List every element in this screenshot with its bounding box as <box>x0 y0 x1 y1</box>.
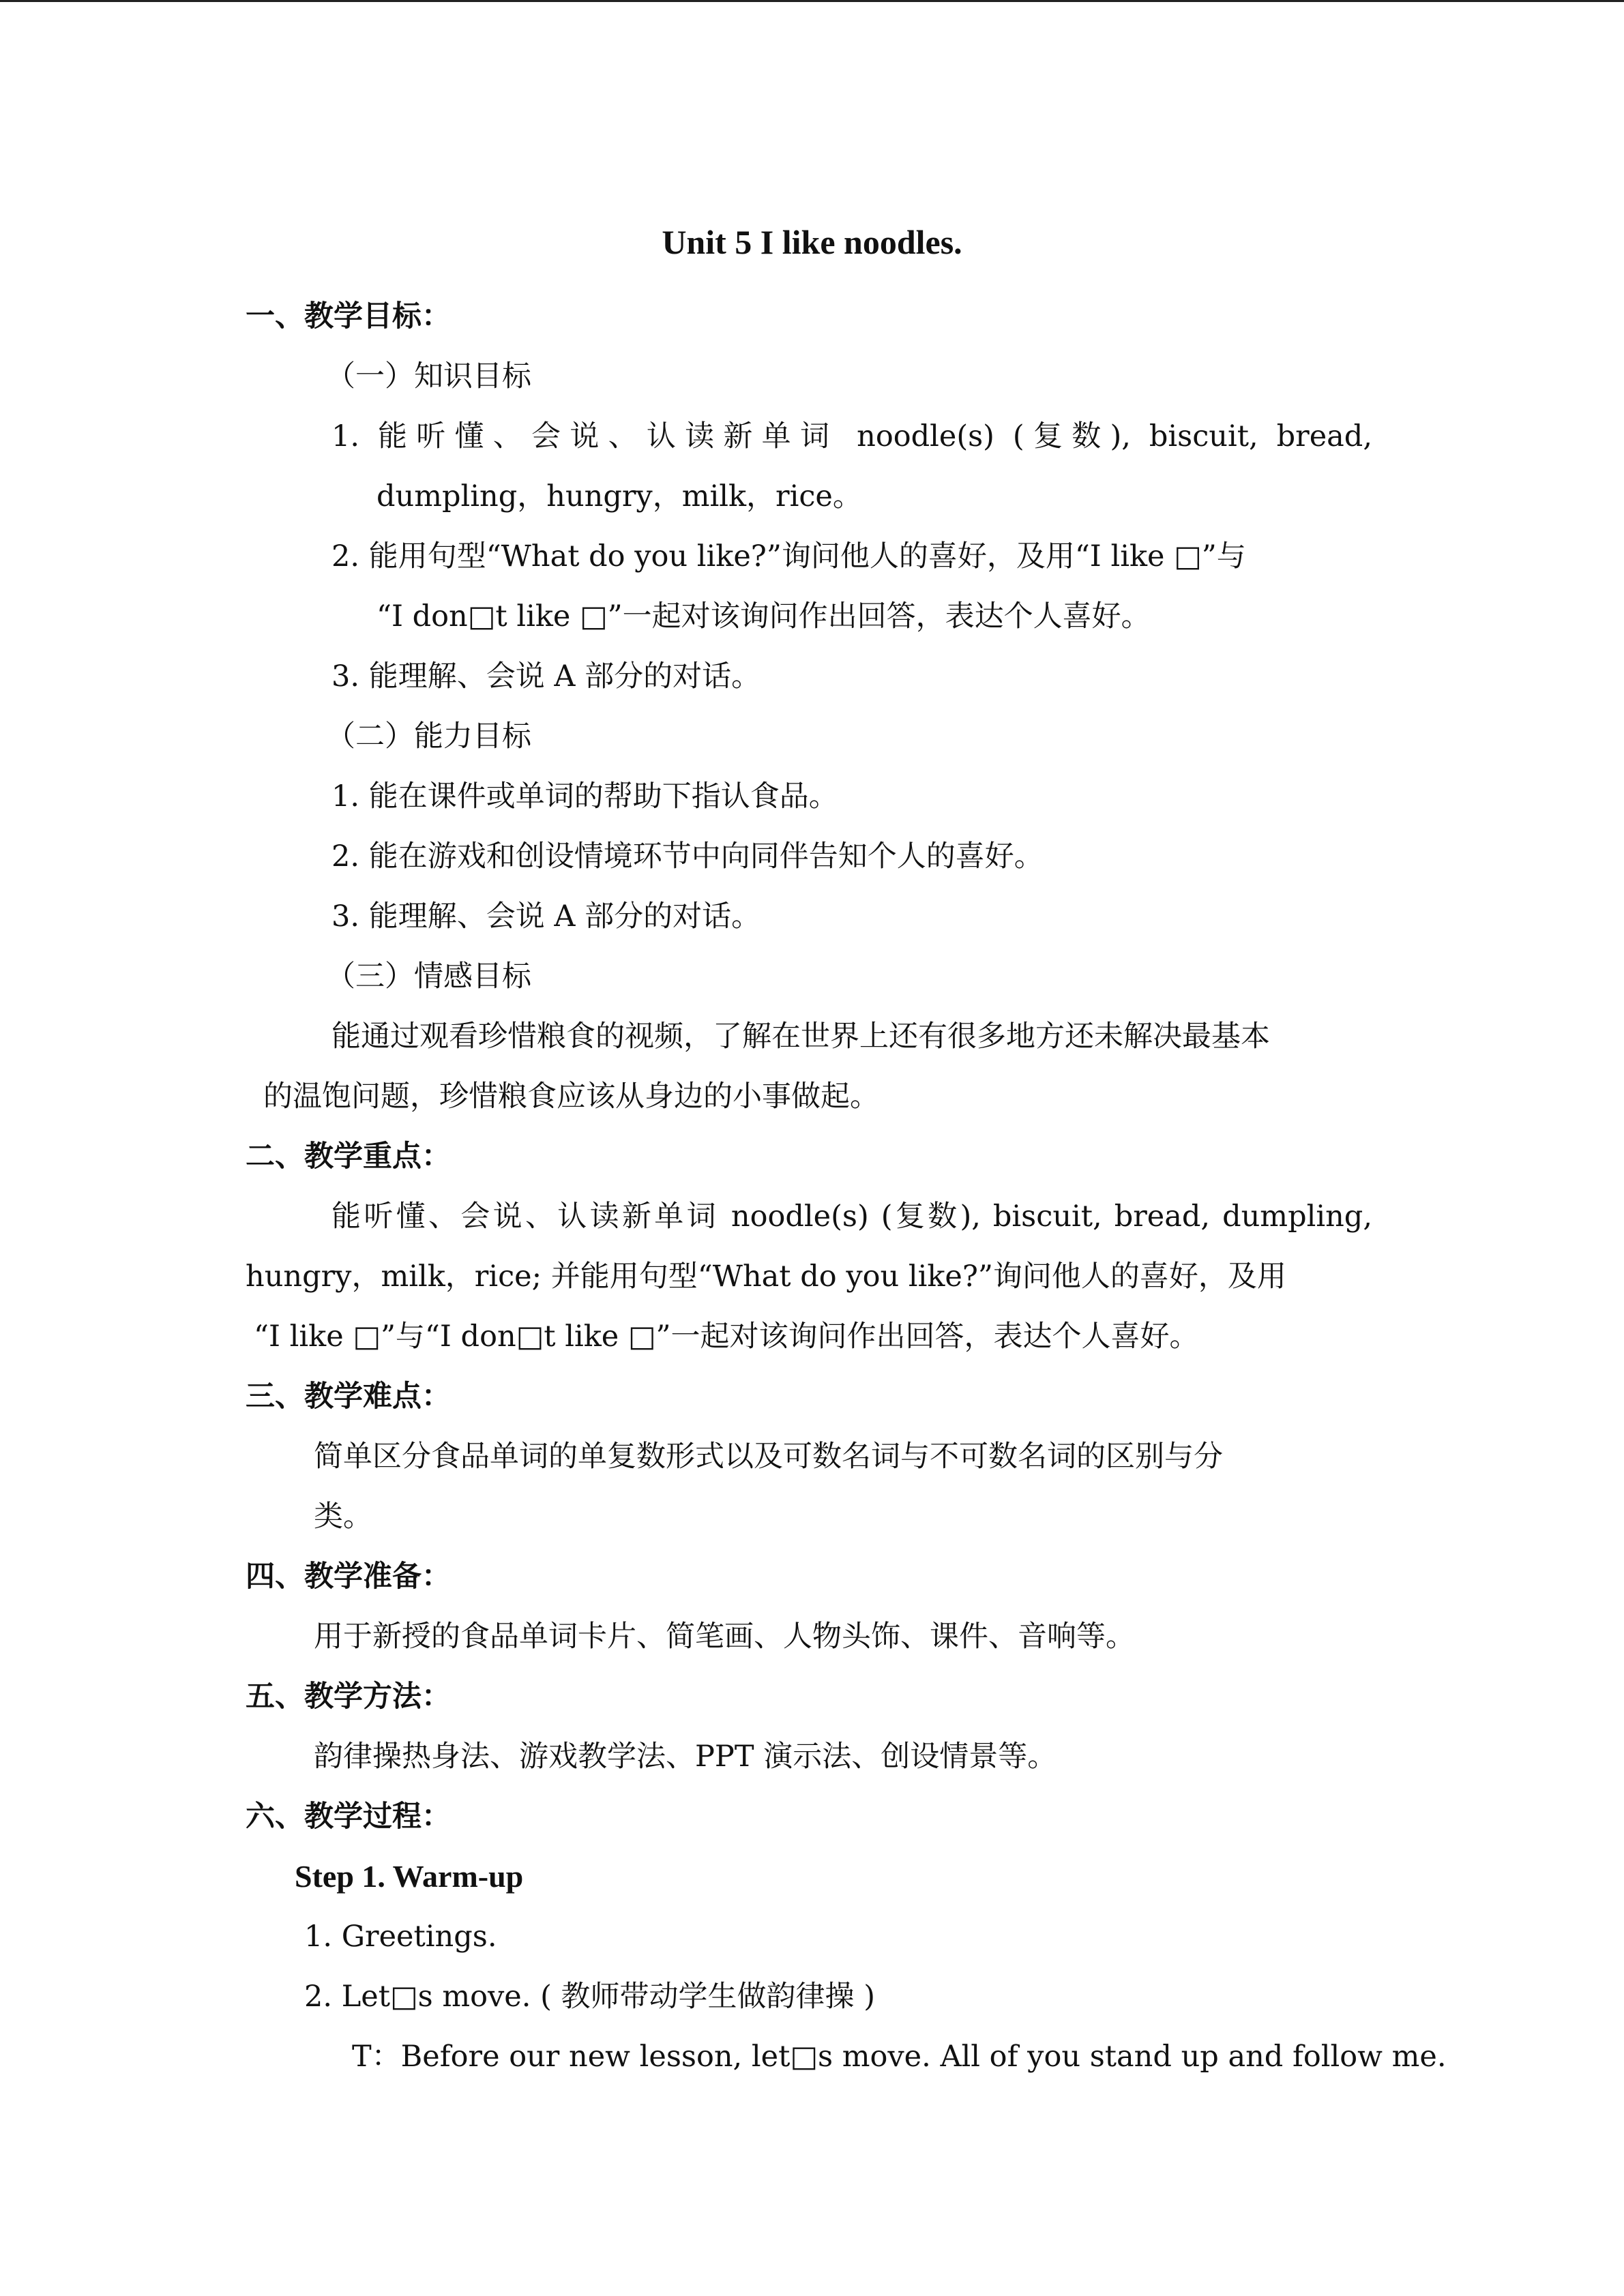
top-border <box>0 0 1624 2</box>
step-1-heading: Step 1. Warm-up <box>295 1859 524 1894</box>
section-heading-preparation: 四、教学准备： <box>246 1560 451 1594</box>
key-points-line-2: hungry，milk，rice; 并能用句型“What do you like?”询问他人的喜好，及用 <box>246 1259 1286 1294</box>
step-1-item-1: 1. Greetings. <box>304 1920 497 1954</box>
step-1-item-2: 2. Let□s move. ( 教师带动学生做韵律操 ) <box>304 1980 875 2014</box>
emotion-text-line-2: 的温饱问题，珍惜粮食应该从身边的小事做起。 <box>263 1079 879 1114</box>
ability-item-1: 1. 能在课件或单词的帮助下指认食品。 <box>331 779 838 814</box>
difficulties-line-1: 简单区分食品单词的单复数形式以及可数名词与不可数名词的区别与分 <box>314 1440 1223 1474</box>
emotion-text-line-1: 能通过观看珍惜粮食的视频，了解在世界上还有很多地方还未解决最基本 <box>331 1019 1270 1054</box>
step-1-teacher-line: T：Before our new lesson, let□s move. All of you stand up and follow me. <box>352 2040 1447 2074</box>
subheading-emotion: （三）情感目标 <box>326 959 531 994</box>
difficulties-line-2: 类。 <box>314 1500 372 1534</box>
knowledge-item-3: 3. 能理解、会说 A 部分的对话。 <box>331 659 761 694</box>
knowledge-item-1: 1. 能听懂、会说、认读新单词 noodle(s) (复数), biscuit, bread, <box>331 419 1372 453</box>
preparation-text: 用于新授的食品单词卡片、简笔画、人物头饰、课件、音响等。 <box>314 1620 1135 1654</box>
document-title: Unit 5 I like noodles. <box>662 223 962 261</box>
knowledge-item-2-cont: “I don□t like □”一起对该询问作出回答，表达个人喜好。 <box>377 599 1151 633</box>
key-points-line-3: “I like □”与“I don□t like □”一起对该询问作出回答，表达个人喜好。 <box>254 1320 1199 1354</box>
section-heading-objectives: 一、教学目标： <box>246 299 451 333</box>
section-heading-methods: 五、教学方法： <box>246 1680 451 1714</box>
subheading-ability: （二）能力目标 <box>326 719 531 754</box>
key-points-line-1: 能听懂、会说、认读新单词 noodle(s) (复数), biscuit, bread, dumpling, <box>331 1199 1372 1234</box>
knowledge-item-1-cont: dumpling，hungry，milk，rice。 <box>377 479 862 513</box>
subheading-knowledge: （一）知识目标 <box>326 359 531 393</box>
ability-item-2: 2. 能在游戏和创设情境环节中向同伴告知个人的喜好。 <box>331 839 1044 874</box>
ability-item-3: 3. 能理解、会说 A 部分的对话。 <box>331 899 761 934</box>
section-heading-process: 六、教学过程： <box>246 1800 451 1834</box>
section-heading-difficulties: 三、教学难点： <box>246 1380 451 1414</box>
knowledge-item-2: 2. 能用句型“What do you like?”询问他人的喜好，及用“I like □”与 <box>331 539 1246 573</box>
methods-text: 韵律操热身法、游戏教学法、PPT 演示法、创设情景等。 <box>314 1740 1057 1774</box>
section-heading-key-points: 二、教学重点： <box>246 1139 451 1174</box>
